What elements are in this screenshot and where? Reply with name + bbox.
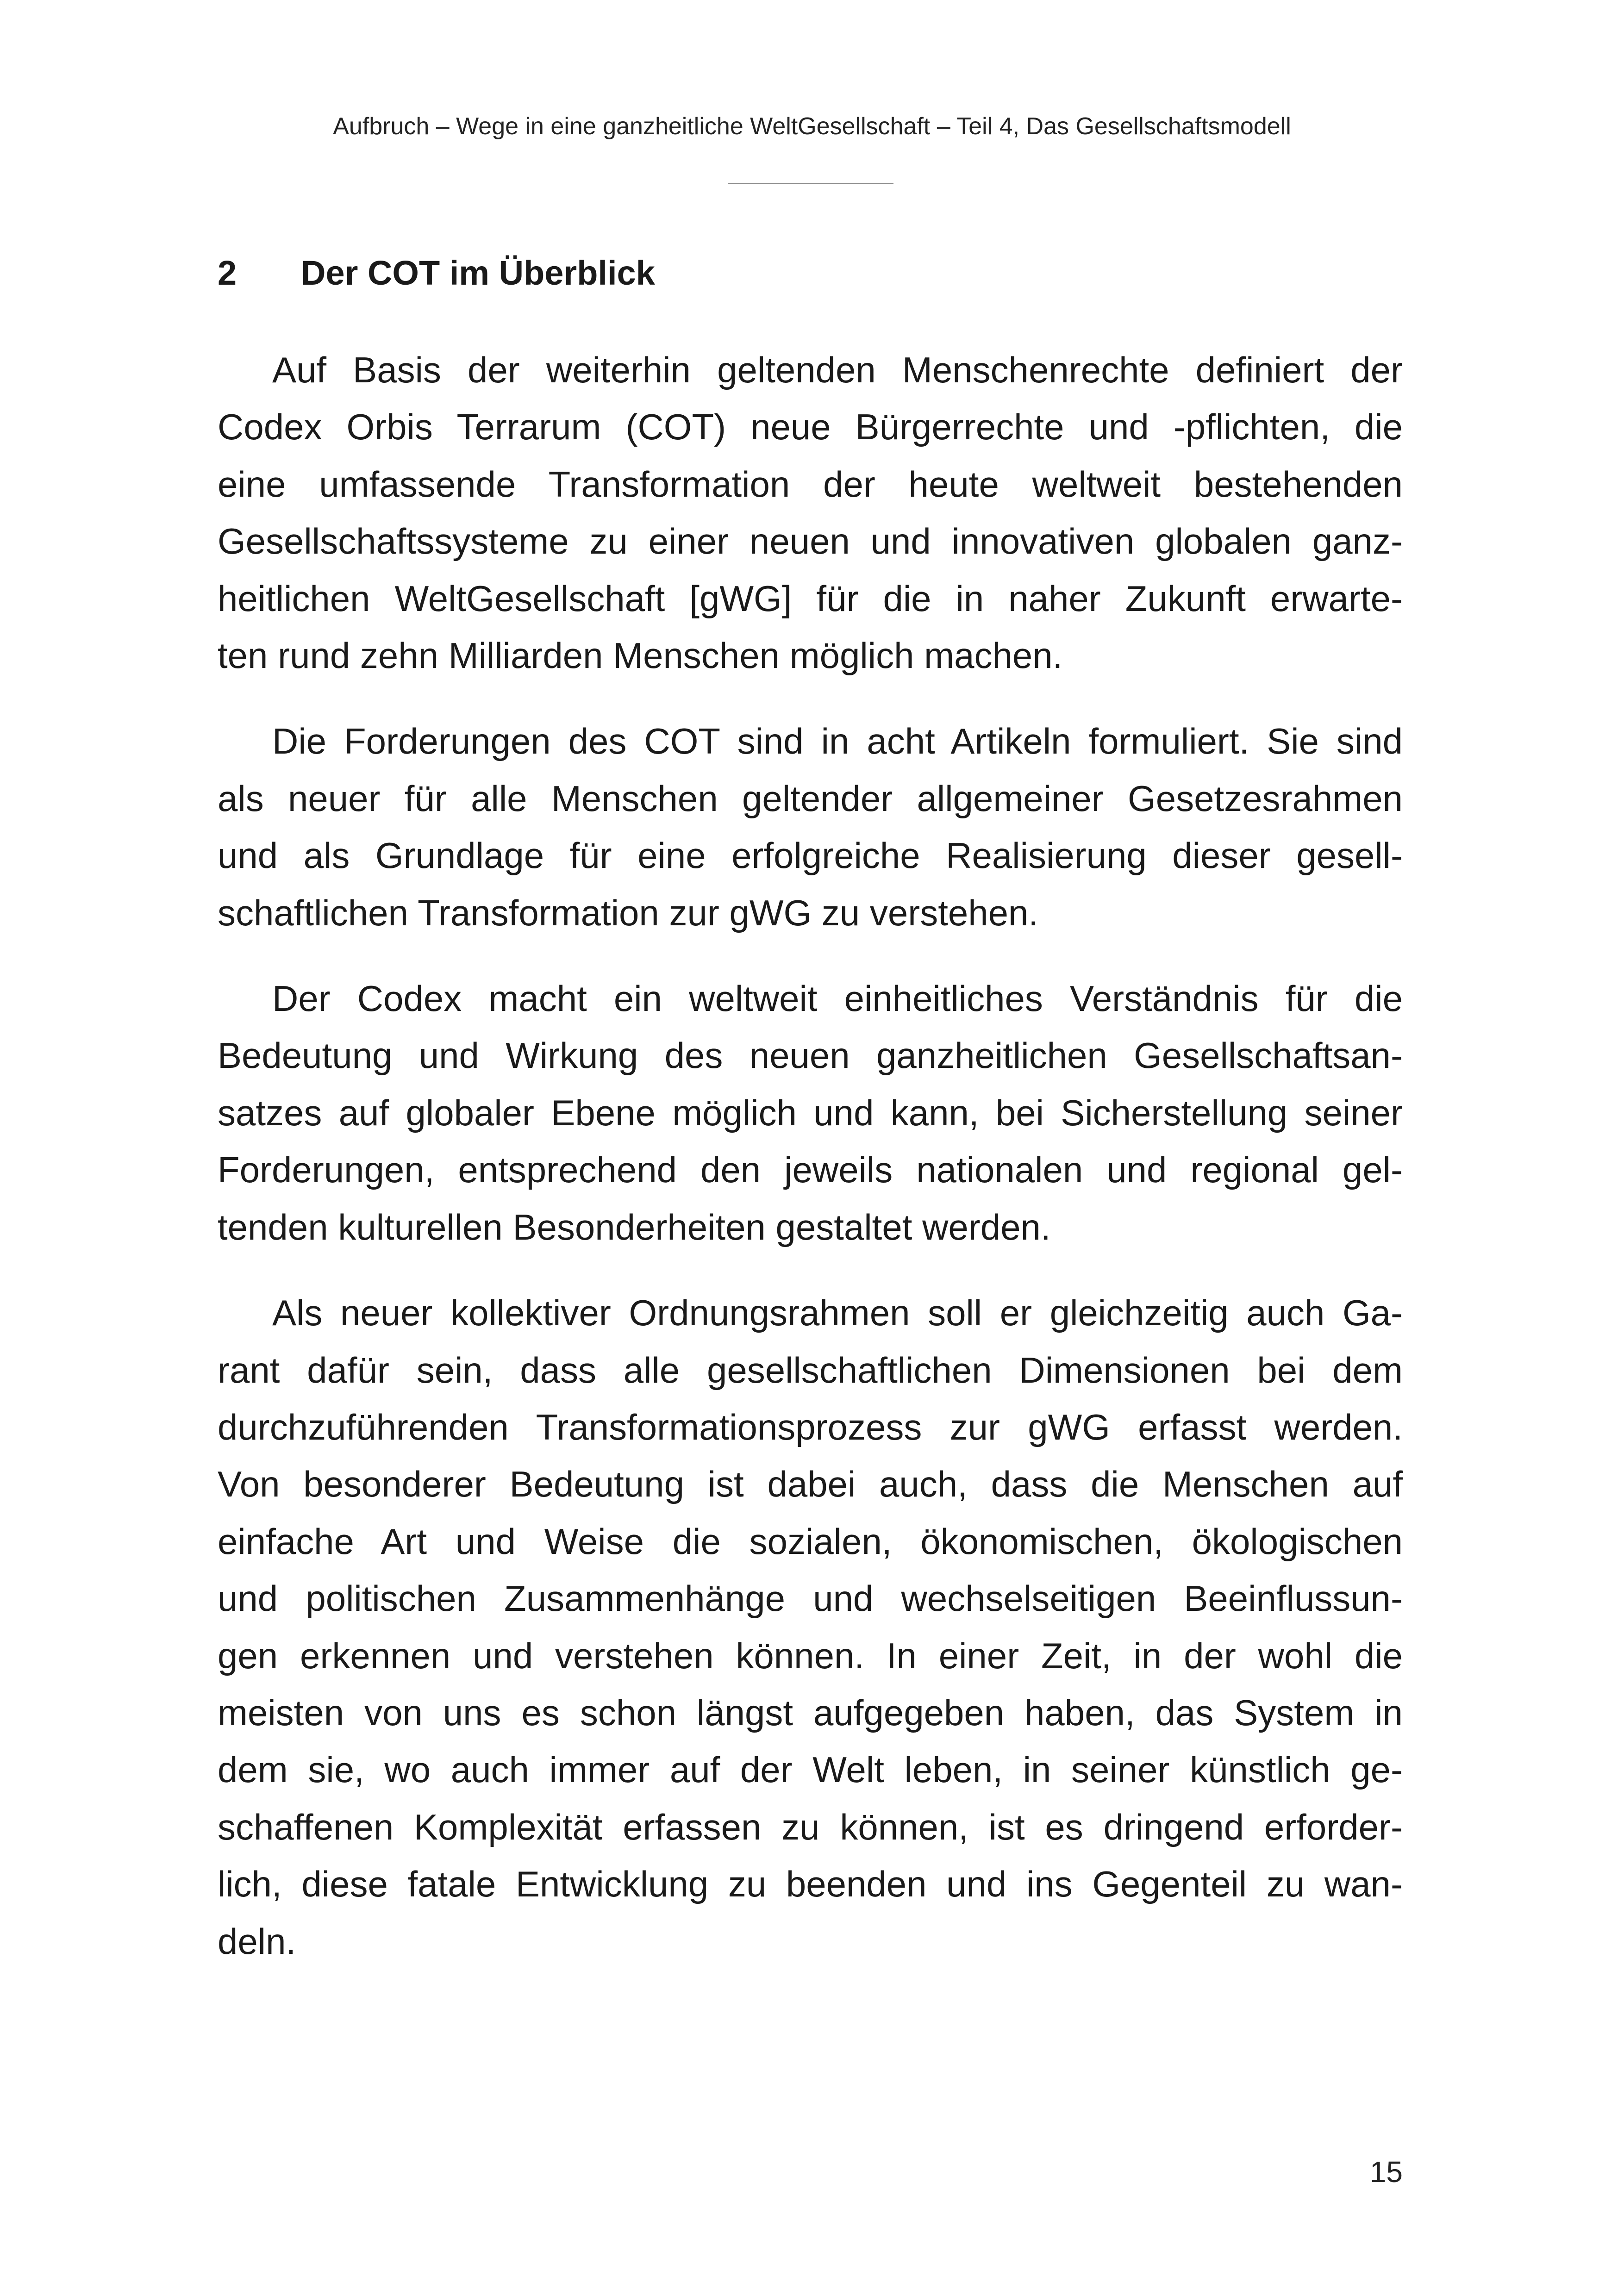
text-line: Auf Basis der weiterhin geltenden Menschenrechte definiert der	[272, 349, 1403, 390]
text-line: Codex Orbis Terrarum (COT) neue Bürgerrechte und -pflichten, die	[218, 406, 1403, 448]
chapter-heading	[218, 250, 655, 296]
text-line: deln.	[218, 1921, 296, 1962]
paragraph	[218, 1285, 1403, 1970]
text-line: heitlichen WeltGesellschaft [gWG] für die in naher Zukunft erwarte-	[218, 578, 1403, 619]
text-line: ten rund zehn Milliarden Menschen möglich machen.	[218, 635, 1063, 676]
text-line: dem sie, wo auch immer auf der Welt leben, in seiner künstlich ge-	[218, 1749, 1403, 1790]
paragraph	[218, 970, 1403, 1256]
body-text	[218, 342, 1403, 1999]
text-line: Gesellschaftssysteme zu einer neuen und innovativen globalen ganz-	[218, 521, 1403, 562]
text-line: und politischen Zusammenhänge und wechselseitigen Beeinflussun-	[218, 1578, 1403, 1619]
text-line: satzes auf globaler Ebene möglich und kann, bei Sicherstellung seiner	[218, 1092, 1403, 1133]
text-line: Bedeutung und Wirkung des neuen ganzheitlichen Gesellschaftsan-	[218, 1035, 1403, 1076]
text-line: Forderungen, entsprechend den jeweils nationalen und regional gel-	[218, 1149, 1403, 1191]
text-line: lich, diese fatale Entwicklung zu beenden und ins Gegenteil zu wan-	[218, 1864, 1403, 1905]
text-line: schaffenen Komplexität erfassen zu können, ist es dringend erforder-	[218, 1806, 1403, 1847]
paragraph	[218, 342, 1403, 684]
chapter-title: Der COT im Überblick	[301, 254, 655, 292]
text-line: gen erkennen und verstehen können. In einer Zeit, in der wohl die	[218, 1635, 1403, 1676]
page-number: 15	[1369, 2155, 1403, 2189]
text-line: tenden kulturellen Besonderheiten gestaltet werden.	[218, 1206, 1051, 1247]
running-header: Aufbruch – Wege in eine ganzheitliche WeltGesellschaft – Teil 4, Das Gesellschaftsmodell	[333, 113, 1291, 140]
paragraph	[218, 713, 1403, 942]
text-line: schaftlichen Transformation zur gWG zu verstehen.	[218, 892, 1039, 933]
text-line: Die Forderungen des COT sind in acht Artikeln formuliert. Sie sind	[272, 721, 1403, 762]
chapter-number: 2	[218, 254, 237, 292]
text-line: Als neuer kollektiver Ordnungsrahmen soll er gleichzeitig auch Ga-	[272, 1292, 1403, 1334]
text-line: durchzuführenden Transformationsprozess zur gWG erfasst werden.	[218, 1406, 1403, 1447]
text-line: meisten von uns es schon längst aufgegeben haben, das System in	[218, 1692, 1403, 1733]
text-line: rant dafür sein, dass alle gesellschaftlichen Dimensionen bei dem	[218, 1349, 1403, 1391]
text-line: als neuer für alle Menschen geltender allgemeiner Gesetzesrahmen	[218, 778, 1403, 819]
header-divider	[728, 183, 893, 184]
text-line: einfache Art und Weise die sozialen, ökonomischen, ökologischen	[218, 1521, 1403, 1562]
text-line: Von besonderer Bedeutung ist dabei auch, dass die Menschen auf	[218, 1464, 1403, 1505]
text-line: eine umfassende Transformation der heute weltweit bestehenden	[218, 463, 1403, 505]
text-line: Der Codex macht ein weltweit einheitliches Verständnis für die	[272, 978, 1403, 1019]
text-line: und als Grundlage für eine erfolgreiche Realisierung dieser gesell-	[218, 835, 1403, 876]
